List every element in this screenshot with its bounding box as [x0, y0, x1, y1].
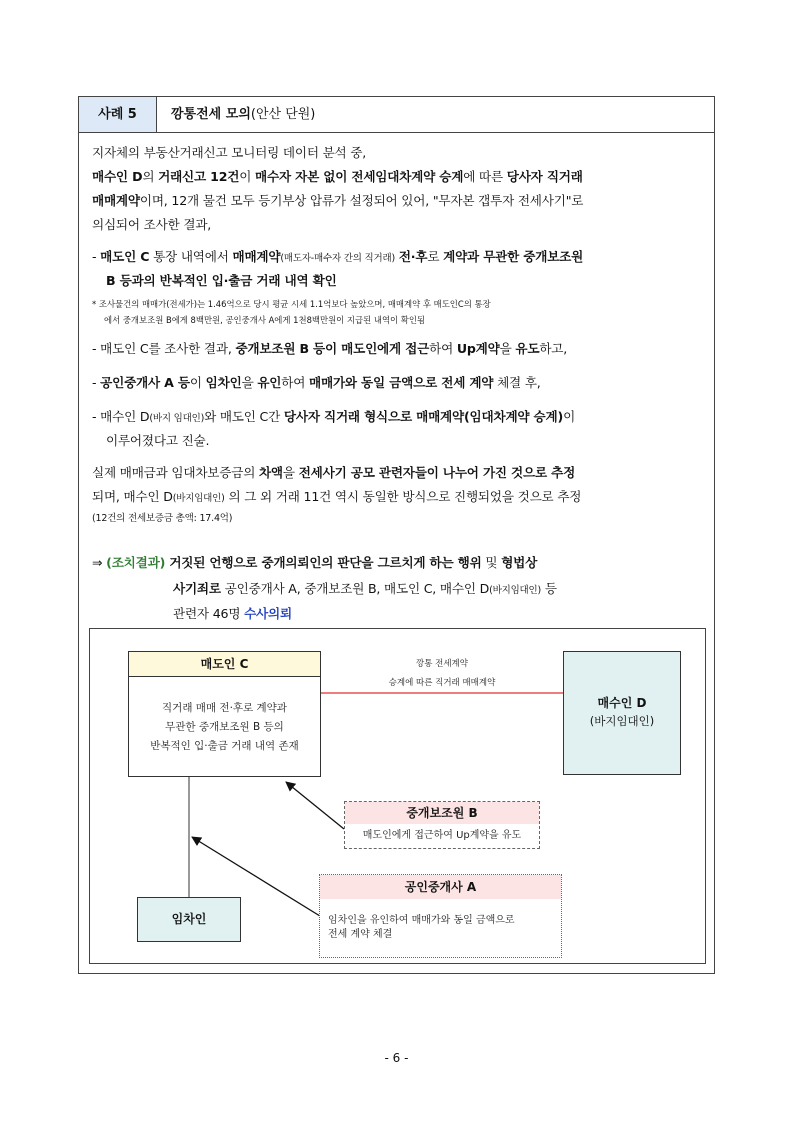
text: 에 따른 [463, 169, 507, 184]
text-bold: 매매가와 동일 금액으로 전세 계약 [309, 375, 494, 390]
link-label-line1: 깡통 전세계약 [416, 659, 468, 669]
agent-body-line: 전세 계약 체결 [328, 929, 393, 940]
text-bold: 형법상 [501, 555, 538, 570]
text: 로 [427, 249, 444, 264]
p1-line1: 지자체의 부동산거래신고 모니터링 데이터 분석 중, [92, 145, 367, 160]
text: - [92, 249, 101, 264]
text: - 매수인 D [92, 409, 150, 424]
agent-box [319, 874, 562, 958]
bullet4-line2: 이루어졌다고 진술. [106, 433, 210, 448]
case-title [171, 97, 315, 132]
text-bold: 매수인 D [92, 169, 143, 184]
bullet1-line2 [106, 269, 716, 293]
diagram [89, 628, 706, 964]
text: 실제 매매금과 임대차보증금의 [92, 465, 259, 480]
text: 되며, 매수인 D [92, 489, 173, 504]
text: 체결 후, [493, 375, 541, 390]
text-bold: 매수자 자본 없이 전세임대차계약 승계 [255, 169, 464, 184]
text-bold: 유인 [257, 375, 282, 390]
note-line1: * 조사물건의 매매가(전세가)는 1.46억으로 당시 평균 시세 1.1억보다 높았으며, 매매계약 후 매도인C의 통장 [92, 299, 491, 309]
text-bold: 당사자 직거래 [506, 169, 583, 184]
bullet2 [92, 337, 702, 361]
text-bold: 매매계약 [92, 193, 140, 208]
text-small: (바지임대인) [172, 493, 225, 504]
text: 하고, [539, 341, 568, 356]
text-bold: 전세사기 공모 관련자들이 나누어 가진 것으로 추정 [298, 465, 576, 480]
text: 와 매도인 C간 [204, 409, 284, 424]
text: 및 [481, 555, 502, 570]
buyer-box [563, 651, 681, 775]
text-bold: 당사자 직거래 형식으로 매매계약(임대차계약 승계) [283, 409, 564, 424]
text: 하여 [281, 375, 310, 390]
buyer-sub: (바지임대인) [589, 714, 655, 728]
text-bold: 공인중개사 A 등 [100, 375, 190, 390]
case-header [79, 97, 714, 133]
result-line1 [92, 551, 702, 575]
result-action: 수사의뢰 [244, 606, 292, 621]
bullet4-line1 [92, 405, 702, 431]
text-small: (매도자-매수자 간의 직거래) [280, 253, 395, 264]
text-bold: 매도인 C [100, 249, 150, 264]
text: 하여 [429, 341, 457, 356]
case-label: 사례 5 [79, 97, 157, 132]
text: 등 [541, 581, 557, 596]
text: 통장 내역에서 [149, 249, 233, 264]
text-bold: 유도 [515, 341, 540, 356]
p1-line2 [92, 165, 702, 189]
text-small: (바지 임대인) [149, 413, 205, 424]
agent-body-line: 임차인을 유인하여 매매가와 동일 금액으로 [328, 915, 515, 926]
seller-head: 매도인 C [129, 652, 320, 677]
assistant-body: 매도인에게 접근하여 Up계약을 유도 [362, 830, 522, 841]
text-bold: 매매계약 [232, 249, 281, 264]
text-bold: 거래신고 12건 [158, 169, 240, 184]
assistant-head: 중개보조원 B [345, 802, 539, 824]
text-bold: B 등과의 반복적인 입·출금 거래 내역 확인 [106, 273, 337, 288]
bullet3 [92, 371, 702, 395]
text-bold: 임차인 [205, 375, 242, 390]
p2-line1 [92, 461, 702, 485]
text: - 매도인 C를 조사한 결과, [92, 341, 236, 356]
agent-head: 공인중개사 A [320, 875, 561, 899]
agent-body [320, 899, 561, 942]
case-title-bold: 깡통전세 모의 [171, 107, 251, 122]
text-bold: 거짓된 언행으로 중개의뢰인의 판단을 그르치게 하는 행위 [165, 555, 482, 570]
page-number: - 6 - [384, 1051, 409, 1065]
p2-line2 [92, 485, 702, 511]
p2-line3: (12건의 전세보증금 총액: 17.4억) [92, 513, 233, 524]
bullet1-line1 [92, 245, 702, 271]
assistant-arrow [286, 782, 344, 829]
text-bold: 사기죄로 [173, 581, 221, 596]
text-bold: 계약과 무관한 중개보조원 [443, 249, 584, 264]
seller-body-line: 무관한 중개보조원 B 등의 [165, 721, 284, 733]
text: 공인중개사 A, 중개보조원 B, 매도인 C, 매수인 D [220, 581, 490, 596]
text-bold: 중개보조원 B 등이 매도인에게 접근 [235, 341, 430, 356]
result-line2 [173, 577, 783, 603]
text: 의 [142, 169, 159, 184]
assistant-box [344, 801, 540, 849]
text: 이며, 12개 물건 모두 등기부상 압류가 설정되어 있어, "무자본 갭투자 전세사기"로 [139, 193, 584, 208]
text-bold: 차액 [258, 465, 283, 480]
p1-line3 [92, 189, 702, 213]
seller-body-line: 반복적인 입·출금 거래 내역 존재 [150, 740, 299, 752]
text: 관련자 46명 [173, 606, 245, 621]
result-tag: (조치결과) [106, 555, 166, 570]
text-bold: Up계약 [456, 341, 500, 356]
text: 을 [499, 341, 516, 356]
link-label-line2: 승계에 따른 직거래 매매계약 [388, 678, 496, 688]
note-line2: 에서 중개보조원 B에게 8백만원, 공인중개사 A에게 1천8백만원이 지급된 내역이 확인됨 [104, 315, 426, 325]
text: 이 [239, 169, 256, 184]
text: 이 [189, 375, 206, 390]
seller-box [128, 651, 321, 777]
text-small: (바지임대인) [489, 585, 542, 596]
text: 의 그 외 거래 11건 역시 동일한 방식으로 진행되었을 것으로 추정 [224, 489, 582, 504]
seller-body [129, 677, 320, 756]
buyer-head: 매수인 D [597, 696, 647, 710]
seller-body-line: 직거래 매매 전·후로 계약과 [162, 702, 287, 714]
result-line3 [173, 602, 783, 626]
tenant-box [137, 897, 241, 942]
text-bold: 전·후 [398, 249, 428, 264]
text: 을 [282, 465, 299, 480]
case-title-location: (안산 단원) [250, 107, 316, 122]
result-arrow: ⇒ [92, 555, 107, 570]
text: 이 [563, 409, 576, 424]
text: 을 [241, 375, 258, 390]
p1-line4: 의심되어 조사한 결과, [92, 217, 212, 232]
text: - [92, 375, 101, 390]
tenant-head: 임차인 [171, 912, 207, 926]
